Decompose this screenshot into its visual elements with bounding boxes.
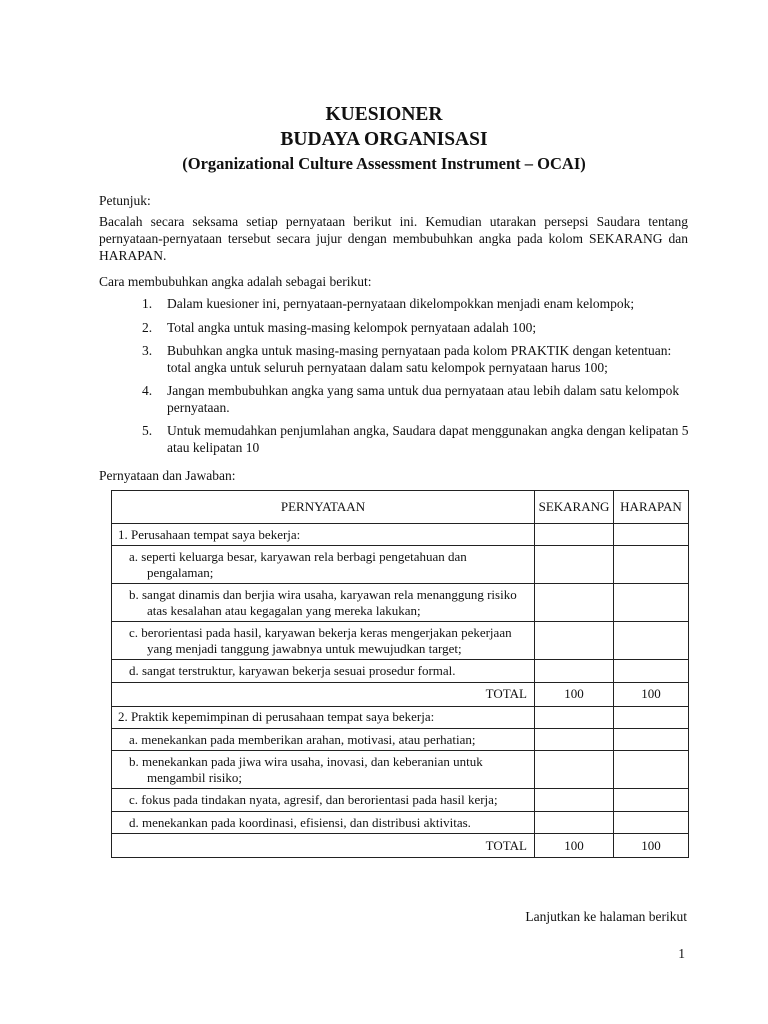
instruction-text: Total angka untuk masing-masing kelompok pernyataan adalah 100;	[167, 319, 537, 335]
total-label: TOTAL	[112, 682, 535, 706]
harapan-input-cell[interactable]	[614, 789, 689, 812]
statement-row	[112, 546, 689, 584]
petunjuk-label: Petunjuk:	[99, 193, 151, 208]
statement-text: a. seperti keluarga besar, karyawan rela berbagi pengetahuan dan pengalaman;	[129, 549, 467, 580]
statement-row	[112, 660, 689, 683]
statement-text: b. sangat dinamis dan berjia wira usaha, karyawan rela menanggung risiko atas kesalahan atau kegagalan yang mereka lakukan;	[129, 587, 517, 618]
sekarang-input-cell[interactable]	[535, 622, 614, 660]
continue-note: Lanjutkan ke halaman berikut	[525, 909, 687, 924]
statement-text: d. menekankan pada koordinasi, efisiensi, dan distribusi aktivitas.	[129, 814, 471, 830]
instruction-number: 4.	[142, 383, 153, 398]
harapan-input-cell[interactable]	[614, 751, 689, 789]
intro-paragraph: Bacalah secara seksama setiap pernyataan berikut ini. Kemudian utarakan persepsi Saudara tentang pernyataan-pernyataan tersebut secara jujur dengan membubuhkan angka pada kolom SEKARANG dan HARAPAN.	[99, 214, 688, 263]
instruction-item	[142, 423, 694, 456]
total-label: TOTAL	[112, 834, 535, 858]
title-block	[0, 102, 768, 175]
instruction-list	[142, 296, 694, 463]
instruction-item	[142, 296, 694, 313]
instruction-text: Jangan membubuhkan angka yang sama untuk dua pernyataan atau lebih dalam satu kelompok pernyataan.	[167, 383, 680, 415]
sekarang-input-cell[interactable]	[535, 789, 614, 812]
page-number: 1	[678, 946, 685, 961]
statement-row	[112, 584, 689, 622]
group-title: 1. Perusahaan tempat saya bekerja:	[112, 524, 535, 546]
sekarang-input-cell[interactable]	[535, 660, 614, 683]
statement-row	[112, 811, 689, 834]
document-title-2: BUDAYA ORGANISASI	[280, 129, 488, 150]
statement-text: a. menekankan pada memberikan arahan, motivasi, atau perhatian;	[129, 731, 476, 747]
statement-text: d. sangat terstruktur, karyawan bekerja sesuai prosedur formal.	[129, 663, 456, 678]
harapan-input-cell[interactable]	[614, 728, 689, 751]
total-row	[112, 682, 689, 706]
header-sekarang: SEKARANG	[535, 491, 614, 524]
sekarang-input-cell[interactable]	[535, 546, 614, 584]
sekarang-input-cell[interactable]	[535, 728, 614, 751]
document-title: KUESIONER	[325, 104, 443, 125]
total-row	[112, 834, 689, 858]
instruction-text: Dalam kuesioner ini, pernyataan-pernyataan dikelompokkan menjadi enam kelompok;	[167, 296, 635, 311]
table-header-row	[112, 491, 689, 524]
instruction-number: 3.	[142, 343, 153, 358]
harapan-input-cell[interactable]	[614, 811, 689, 834]
statement-text: c. fokus pada tindakan nyata, agresif, dan berorientasi pada hasil kerja;	[129, 792, 498, 807]
document-subtitle: (Organizational Culture Assessment Instrument – OCAI)	[182, 154, 586, 173]
sekarang-cell[interactable]	[535, 706, 614, 728]
statement-row	[112, 728, 689, 751]
statement-text: b. menekankan pada jiwa wira usaha, inovasi, dan keberanian untuk mengambil risiko;	[129, 754, 483, 785]
harapan-cell[interactable]	[614, 706, 689, 728]
statement-text: c. berorientasi pada hasil, karyawan bekerja keras mengerjakan pekerjaan yang menjadi tanggung jawabnya untuk mewujudkan target;	[129, 625, 512, 656]
instruction-item	[142, 343, 694, 376]
group-title: 2. Praktik kepemimpinan di perusahaan tempat saya bekerja:	[112, 706, 535, 728]
sekarang-input-cell[interactable]	[535, 584, 614, 622]
instruction-item	[142, 320, 694, 337]
harapan-cell[interactable]	[614, 524, 689, 546]
instruction-text: Bubuhkan angka untuk masing-masing pernyataan pada kolom PRAKTIK dengan ketentuan: total angka untuk seluruh pernyataan dalam satu kelompok pernyataan harus 100;	[167, 343, 672, 375]
instruction-number: 5.	[142, 423, 153, 438]
sekarang-cell[interactable]	[535, 524, 614, 546]
pernyataan-label: Pernyataan dan Jawaban:	[99, 468, 236, 483]
statement-row	[112, 789, 689, 812]
cara-label: Cara membubuhkan angka adalah sebagai berikut:	[99, 274, 372, 289]
statement-row	[112, 751, 689, 789]
instruction-text: Untuk memudahkan penjumlahan angka, Saudara dapat menggunakan angka dengan kelipatan 5 atau kelipatan 10	[167, 423, 689, 455]
total-harapan: 100	[614, 682, 689, 706]
group-title-row	[112, 706, 689, 728]
ocai-table	[111, 490, 689, 858]
harapan-input-cell[interactable]	[614, 660, 689, 683]
sekarang-input-cell[interactable]	[535, 811, 614, 834]
group-title-row	[112, 524, 689, 546]
total-sekarang: 100	[535, 834, 614, 858]
total-sekarang: 100	[535, 682, 614, 706]
statement-row	[112, 622, 689, 660]
total-harapan: 100	[614, 834, 689, 858]
instruction-item	[142, 383, 694, 416]
instruction-number: 1.	[142, 296, 153, 311]
header-pernyataan: PERNYATAAN	[112, 491, 535, 524]
instruction-number: 2.	[142, 319, 153, 335]
header-harapan: HARAPAN	[614, 491, 689, 524]
harapan-input-cell[interactable]	[614, 622, 689, 660]
harapan-input-cell[interactable]	[614, 546, 689, 584]
sekarang-input-cell[interactable]	[535, 751, 614, 789]
harapan-input-cell[interactable]	[614, 584, 689, 622]
